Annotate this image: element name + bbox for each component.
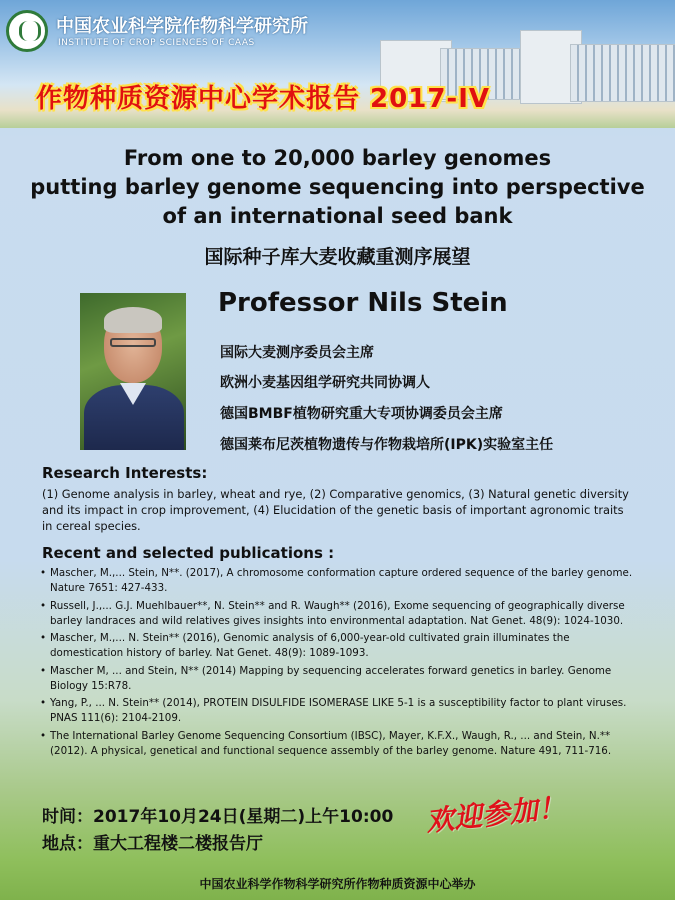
speaker-role: 欧洲小麦基因组学研究共同协调人 [220,375,430,391]
research-body: (1) Genome analysis in barley, wheat and rye, (2) Comparative genomics, (3) Natural genetic diversity and its impact in crop improvement, (4) Elucidation of the genetic basis of important agronomic traits in cereal species. [42,487,629,533]
title-line-3: of an international seed bank [162,204,513,228]
title-cn: 国际种子库大麦收藏重测序展望 [204,246,471,268]
publication-item: • Russell, J.,... G.J. Muehlbauer**, N. Stein** and R. Waugh** (2016), Exome sequencing of geographically diverse barley landraces and wild relatives gives insights into environmental adaptation. Nat Genet. 48(9): 1024-1030. [40,599,642,629]
institute-name-cn: 中国农业科学院作物科学研究所 [56,16,308,37]
report-series-banner: 作物种质资源中心学术报告 2017-IV [36,84,491,114]
speaker-name: Professor Nils Stein [218,288,508,318]
publication-item: • Yang, P., ... N. Stein** (2014), PROTEIN DISULFIDE ISOMERASE LIKE 5-1 is a susceptibility factor to plant viruses. PNAS 111(6): 2104-2109. [40,696,642,726]
title-line-2: putting barley genome sequencing into perspective [30,175,645,199]
publication-item: • Mascher, M.,... N. Stein** (2016), Genomic analysis of 6,000-year-old cultivated grain illuminates the domestication history of barley. Nat Genet. 48(9): 1089-1093. [40,631,642,661]
organizer-footer: 中国农业科学作物科学研究所作物种质资源中心举办 [199,877,476,891]
publication-item: • Mascher, M.,... Stein, N**. (2017), A chromosome conformation capture ordered sequence of the barley genome. Nature 7651: 427-433. [40,566,642,596]
speaker-photo [80,293,186,450]
speaker-role: 德国BMBF植物研究重大专项协调委员会主席 [220,406,503,422]
title-line-1: From one to 20,000 barley genomes [123,146,552,170]
institute-name-en: INSTITUTE OF CROP SCIENCES OF CAAS [58,38,255,48]
publication-item: • The International Barley Genome Sequencing Consortium (IBSC), Mayer, K.F.X., Waugh, R., ... and Stein, N.** (2012). A physical, genetical and functional sequence assembly of the barley genome. Nature 491, 711-716. [40,729,642,759]
publications-heading: Recent and selected publications : [42,544,335,562]
publications-list [40,566,642,761]
event-place: 地点：重大工程楼二楼报告厅 [42,834,263,854]
header-banner [0,0,675,128]
research-heading: Research Interests: [42,464,208,482]
speaker-role: 德国莱布尼茨植物遗传与作物栽培所(IPK)实验室主任 [220,437,554,453]
speaker-role: 国际大麦测序委员会主席 [220,345,374,361]
welcome-slogan: 欢迎参加！ [424,790,568,838]
institute-logo [6,10,48,52]
event-time: 时间：2017年10月24日(星期二)上午10:00 [42,807,394,827]
publication-item: • Mascher M, ... and Stein, N** (2014) Mapping by sequencing accelerates forward genetics in barley. Genome Biology 15:R78. [40,664,642,694]
